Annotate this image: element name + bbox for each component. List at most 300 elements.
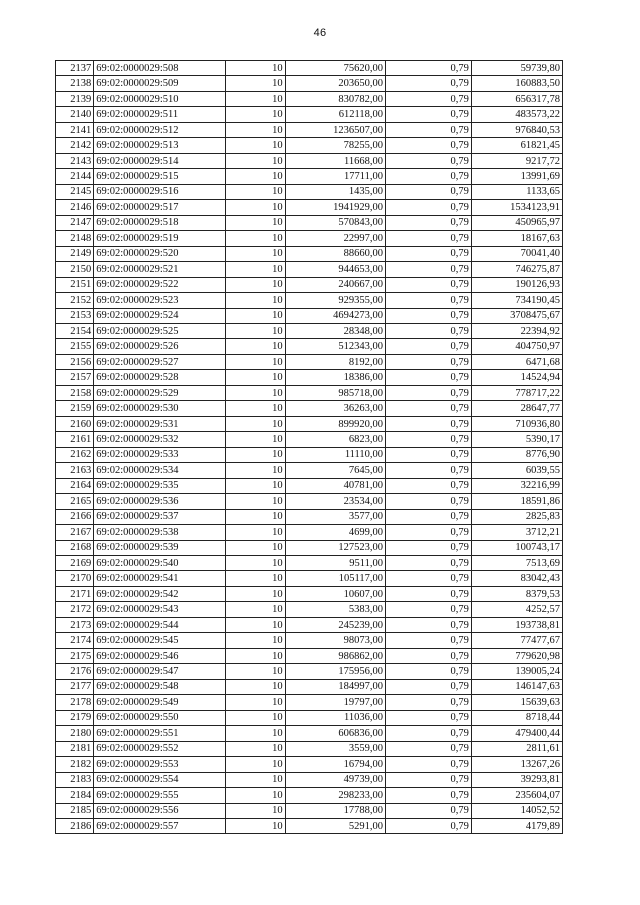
row-number-cell: 2171 xyxy=(56,586,94,601)
cadastral-number-cell: 69:02:0000029:541 xyxy=(94,571,225,586)
row-number-cell: 2169 xyxy=(56,556,94,571)
cadastral-number-cell: 69:02:0000029:547 xyxy=(94,664,225,679)
rate-cell: 0,79 xyxy=(386,648,472,663)
cadastral-number-cell: 69:02:0000029:511 xyxy=(94,107,225,122)
category-cell: 10 xyxy=(225,153,285,168)
table-row xyxy=(56,556,563,571)
rate-cell: 0,79 xyxy=(386,61,472,76)
area-value-cell: 36263,00 xyxy=(285,401,385,416)
row-number-cell: 2166 xyxy=(56,509,94,524)
cadastral-number-cell: 69:02:0000029:528 xyxy=(94,370,225,385)
row-number-cell: 2155 xyxy=(56,339,94,354)
rate-cell: 0,79 xyxy=(386,138,472,153)
category-cell: 10 xyxy=(225,818,285,833)
area-value-cell: 3577,00 xyxy=(285,509,385,524)
area-value-cell: 512343,00 xyxy=(285,339,385,354)
category-cell: 10 xyxy=(225,277,285,292)
cadastral-number-cell: 69:02:0000029:537 xyxy=(94,509,225,524)
rate-cell: 0,79 xyxy=(386,447,472,462)
computed-value-cell: 83042,43 xyxy=(471,571,562,586)
table-row xyxy=(56,231,563,246)
table-row xyxy=(56,818,563,833)
computed-value-cell: 483573,22 xyxy=(471,107,562,122)
table-row xyxy=(56,61,563,76)
computed-value-cell: 2825,83 xyxy=(471,509,562,524)
cadastral-number-cell: 69:02:0000029:546 xyxy=(94,648,225,663)
computed-value-cell: 7513,69 xyxy=(471,556,562,571)
table-row xyxy=(56,726,563,741)
category-cell: 10 xyxy=(225,169,285,184)
cadastral-number-cell: 69:02:0000029:534 xyxy=(94,463,225,478)
rate-cell: 0,79 xyxy=(386,200,472,215)
table-row xyxy=(56,76,563,91)
rate-cell: 0,79 xyxy=(386,695,472,710)
computed-value-cell: 976840,53 xyxy=(471,122,562,137)
table-row xyxy=(56,246,563,261)
category-cell: 10 xyxy=(225,509,285,524)
table-row xyxy=(56,354,563,369)
computed-value-cell: 6471,68 xyxy=(471,354,562,369)
computed-value-cell: 13267,26 xyxy=(471,757,562,772)
row-number-cell: 2150 xyxy=(56,262,94,277)
category-cell: 10 xyxy=(225,757,285,772)
cadastral-number-cell: 69:02:0000029:536 xyxy=(94,494,225,509)
rate-cell: 0,79 xyxy=(386,602,472,617)
cadastral-number-cell: 69:02:0000029:520 xyxy=(94,246,225,261)
area-value-cell: 184997,00 xyxy=(285,679,385,694)
table-row xyxy=(56,540,563,555)
table-row xyxy=(56,757,563,772)
computed-value-cell: 3712,21 xyxy=(471,525,562,540)
area-value-cell: 298233,00 xyxy=(285,788,385,803)
cadastral-number-cell: 69:02:0000029:533 xyxy=(94,447,225,462)
computed-value-cell: 146147,63 xyxy=(471,679,562,694)
row-number-cell: 2149 xyxy=(56,246,94,261)
table-row xyxy=(56,277,563,292)
table-row xyxy=(56,153,563,168)
table-row xyxy=(56,741,563,756)
row-number-cell: 2143 xyxy=(56,153,94,168)
rate-cell: 0,79 xyxy=(386,710,472,725)
cadastral-number-cell: 69:02:0000029:524 xyxy=(94,308,225,323)
page-number: 46 xyxy=(313,27,327,39)
category-cell: 10 xyxy=(225,664,285,679)
row-number-cell: 2177 xyxy=(56,679,94,694)
rate-cell: 0,79 xyxy=(386,772,472,787)
cadastral-number-cell: 69:02:0000029:512 xyxy=(94,122,225,137)
category-cell: 10 xyxy=(225,76,285,91)
cadastral-number-cell: 69:02:0000029:525 xyxy=(94,323,225,338)
area-value-cell: 127523,00 xyxy=(285,540,385,555)
rate-cell: 0,79 xyxy=(386,169,472,184)
cadastral-number-cell: 69:02:0000029:545 xyxy=(94,633,225,648)
computed-value-cell: 4252,57 xyxy=(471,602,562,617)
row-number-cell: 2140 xyxy=(56,107,94,122)
computed-value-cell: 100743,17 xyxy=(471,540,562,555)
area-value-cell: 11110,00 xyxy=(285,447,385,462)
rate-cell: 0,79 xyxy=(386,308,472,323)
row-number-cell: 2153 xyxy=(56,308,94,323)
computed-value-cell: 18167,63 xyxy=(471,231,562,246)
category-cell: 10 xyxy=(225,633,285,648)
cadastral-number-cell: 69:02:0000029:523 xyxy=(94,293,225,308)
computed-value-cell: 5390,17 xyxy=(471,432,562,447)
computed-value-cell: 404750,97 xyxy=(471,339,562,354)
row-number-cell: 2179 xyxy=(56,710,94,725)
row-number-cell: 2159 xyxy=(56,401,94,416)
rate-cell: 0,79 xyxy=(386,262,472,277)
computed-value-cell: 28647,77 xyxy=(471,401,562,416)
category-cell: 10 xyxy=(225,648,285,663)
cadastral-number-cell: 69:02:0000029:521 xyxy=(94,262,225,277)
category-cell: 10 xyxy=(225,262,285,277)
category-cell: 10 xyxy=(225,107,285,122)
rate-cell: 0,79 xyxy=(386,757,472,772)
category-cell: 10 xyxy=(225,788,285,803)
computed-value-cell: 1133,65 xyxy=(471,184,562,199)
row-number-cell: 2183 xyxy=(56,772,94,787)
rate-cell: 0,79 xyxy=(386,540,472,555)
area-value-cell: 4699,00 xyxy=(285,525,385,540)
category-cell: 10 xyxy=(225,556,285,571)
row-number-cell: 2173 xyxy=(56,617,94,632)
area-value-cell: 22997,00 xyxy=(285,231,385,246)
rate-cell: 0,79 xyxy=(386,571,472,586)
row-number-cell: 2154 xyxy=(56,323,94,338)
rate-cell: 0,79 xyxy=(386,803,472,818)
category-cell: 10 xyxy=(225,323,285,338)
row-number-cell: 2186 xyxy=(56,818,94,833)
computed-value-cell: 2811,61 xyxy=(471,741,562,756)
table-body xyxy=(56,61,563,834)
table-row xyxy=(56,648,563,663)
computed-value-cell: 160883,50 xyxy=(471,76,562,91)
category-cell: 10 xyxy=(225,525,285,540)
area-value-cell: 5383,00 xyxy=(285,602,385,617)
area-value-cell: 9511,00 xyxy=(285,556,385,571)
table-row xyxy=(56,788,563,803)
computed-value-cell: 779620,98 xyxy=(471,648,562,663)
table-row xyxy=(56,401,563,416)
table-row xyxy=(56,370,563,385)
area-value-cell: 16794,00 xyxy=(285,757,385,772)
cadastral-number-cell: 69:02:0000029:522 xyxy=(94,277,225,292)
rate-cell: 0,79 xyxy=(386,525,472,540)
rate-cell: 0,79 xyxy=(386,617,472,632)
area-value-cell: 88660,00 xyxy=(285,246,385,261)
row-number-cell: 2141 xyxy=(56,122,94,137)
rate-cell: 0,79 xyxy=(386,91,472,106)
table-row xyxy=(56,664,563,679)
row-number-cell: 2146 xyxy=(56,200,94,215)
computed-value-cell: 4179,89 xyxy=(471,818,562,833)
table-row xyxy=(56,122,563,137)
rate-cell: 0,79 xyxy=(386,122,472,137)
category-cell: 10 xyxy=(225,61,285,76)
area-value-cell: 10607,00 xyxy=(285,586,385,601)
table-row xyxy=(56,509,563,524)
category-cell: 10 xyxy=(225,478,285,493)
rate-cell: 0,79 xyxy=(386,184,472,199)
category-cell: 10 xyxy=(225,447,285,462)
rate-cell: 0,79 xyxy=(386,215,472,230)
category-cell: 10 xyxy=(225,710,285,725)
rate-cell: 0,79 xyxy=(386,416,472,431)
table-row xyxy=(56,385,563,400)
rate-cell: 0,79 xyxy=(386,76,472,91)
category-cell: 10 xyxy=(225,354,285,369)
data-table xyxy=(55,60,563,834)
area-value-cell: 5291,00 xyxy=(285,818,385,833)
category-cell: 10 xyxy=(225,184,285,199)
area-value-cell: 98073,00 xyxy=(285,633,385,648)
rate-cell: 0,79 xyxy=(386,354,472,369)
cadastral-number-cell: 69:02:0000029:515 xyxy=(94,169,225,184)
row-number-cell: 2158 xyxy=(56,385,94,400)
cadastral-number-cell: 69:02:0000029:526 xyxy=(94,339,225,354)
category-cell: 10 xyxy=(225,416,285,431)
row-number-cell: 2152 xyxy=(56,293,94,308)
cadastral-number-cell: 69:02:0000029:556 xyxy=(94,803,225,818)
rate-cell: 0,79 xyxy=(386,246,472,261)
area-value-cell: 49739,00 xyxy=(285,772,385,787)
cadastral-number-cell: 69:02:0000029:540 xyxy=(94,556,225,571)
table-row xyxy=(56,803,563,818)
category-cell: 10 xyxy=(225,339,285,354)
computed-value-cell: 656317,78 xyxy=(471,91,562,106)
cadastral-number-cell: 69:02:0000029:557 xyxy=(94,818,225,833)
area-value-cell: 240667,00 xyxy=(285,277,385,292)
computed-value-cell: 18591,86 xyxy=(471,494,562,509)
category-cell: 10 xyxy=(225,571,285,586)
row-number-cell: 2163 xyxy=(56,463,94,478)
area-value-cell: 929355,00 xyxy=(285,293,385,308)
row-number-cell: 2181 xyxy=(56,741,94,756)
table-row xyxy=(56,633,563,648)
row-number-cell: 2137 xyxy=(56,61,94,76)
area-value-cell: 11036,00 xyxy=(285,710,385,725)
category-cell: 10 xyxy=(225,695,285,710)
area-value-cell: 8192,00 xyxy=(285,354,385,369)
table-row xyxy=(56,432,563,447)
rate-cell: 0,79 xyxy=(386,231,472,246)
category-cell: 10 xyxy=(225,602,285,617)
cadastral-number-cell: 69:02:0000029:517 xyxy=(94,200,225,215)
rate-cell: 0,79 xyxy=(386,788,472,803)
cadastral-number-cell: 69:02:0000029:513 xyxy=(94,138,225,153)
table-row xyxy=(56,494,563,509)
cadastral-number-cell: 69:02:0000029:532 xyxy=(94,432,225,447)
table-row xyxy=(56,586,563,601)
area-value-cell: 1236507,00 xyxy=(285,122,385,137)
row-number-cell: 2151 xyxy=(56,277,94,292)
rate-cell: 0,79 xyxy=(386,153,472,168)
cadastral-number-cell: 69:02:0000029:548 xyxy=(94,679,225,694)
table-row xyxy=(56,571,563,586)
row-number-cell: 2148 xyxy=(56,231,94,246)
rate-cell: 0,79 xyxy=(386,370,472,385)
computed-value-cell: 139005,24 xyxy=(471,664,562,679)
table-row xyxy=(56,215,563,230)
computed-value-cell: 15639,63 xyxy=(471,695,562,710)
area-value-cell: 1941929,00 xyxy=(285,200,385,215)
rate-cell: 0,79 xyxy=(386,401,472,416)
computed-value-cell: 1534123,91 xyxy=(471,200,562,215)
area-value-cell: 18386,00 xyxy=(285,370,385,385)
area-value-cell: 4694273,00 xyxy=(285,308,385,323)
rate-cell: 0,79 xyxy=(386,339,472,354)
row-number-cell: 2178 xyxy=(56,695,94,710)
rate-cell: 0,79 xyxy=(386,818,472,833)
table-row xyxy=(56,617,563,632)
table-row xyxy=(56,184,563,199)
category-cell: 10 xyxy=(225,215,285,230)
rate-cell: 0,79 xyxy=(386,107,472,122)
area-value-cell: 203650,00 xyxy=(285,76,385,91)
table-row xyxy=(56,91,563,106)
category-cell: 10 xyxy=(225,679,285,694)
computed-value-cell: 235604,07 xyxy=(471,788,562,803)
computed-value-cell: 746275,87 xyxy=(471,262,562,277)
table-row xyxy=(56,323,563,338)
computed-value-cell: 32216,99 xyxy=(471,478,562,493)
cadastral-number-cell: 69:02:0000029:531 xyxy=(94,416,225,431)
cadastral-number-cell: 69:02:0000029:538 xyxy=(94,525,225,540)
area-value-cell: 985718,00 xyxy=(285,385,385,400)
category-cell: 10 xyxy=(225,246,285,261)
area-value-cell: 40781,00 xyxy=(285,478,385,493)
rate-cell: 0,79 xyxy=(386,385,472,400)
rate-cell: 0,79 xyxy=(386,277,472,292)
computed-value-cell: 14524,94 xyxy=(471,370,562,385)
row-number-cell: 2168 xyxy=(56,540,94,555)
computed-value-cell: 13991,69 xyxy=(471,169,562,184)
row-number-cell: 2184 xyxy=(56,788,94,803)
category-cell: 10 xyxy=(225,231,285,246)
row-number-cell: 2157 xyxy=(56,370,94,385)
category-cell: 10 xyxy=(225,726,285,741)
computed-value-cell: 8776,90 xyxy=(471,447,562,462)
row-number-cell: 2176 xyxy=(56,664,94,679)
cadastral-number-cell: 69:02:0000029:527 xyxy=(94,354,225,369)
table-row xyxy=(56,416,563,431)
rate-cell: 0,79 xyxy=(386,323,472,338)
category-cell: 10 xyxy=(225,200,285,215)
cadastral-number-cell: 69:02:0000029:543 xyxy=(94,602,225,617)
rate-cell: 0,79 xyxy=(386,664,472,679)
rate-cell: 0,79 xyxy=(386,556,472,571)
cadastral-number-cell: 69:02:0000029:554 xyxy=(94,772,225,787)
cadastral-number-cell: 69:02:0000029:510 xyxy=(94,91,225,106)
table-row xyxy=(56,525,563,540)
row-number-cell: 2160 xyxy=(56,416,94,431)
table-row xyxy=(56,308,563,323)
computed-value-cell: 710936,80 xyxy=(471,416,562,431)
table-row xyxy=(56,200,563,215)
category-cell: 10 xyxy=(225,122,285,137)
computed-value-cell: 6039,55 xyxy=(471,463,562,478)
table-row xyxy=(56,169,563,184)
table-row xyxy=(56,602,563,617)
row-number-cell: 2161 xyxy=(56,432,94,447)
area-value-cell: 23534,00 xyxy=(285,494,385,509)
table-row xyxy=(56,447,563,462)
table-row xyxy=(56,772,563,787)
row-number-cell: 2156 xyxy=(56,354,94,369)
row-number-cell: 2162 xyxy=(56,447,94,462)
area-value-cell: 3559,00 xyxy=(285,741,385,756)
row-number-cell: 2139 xyxy=(56,91,94,106)
table-row xyxy=(56,339,563,354)
computed-value-cell: 59739,80 xyxy=(471,61,562,76)
category-cell: 10 xyxy=(225,308,285,323)
row-number-cell: 2138 xyxy=(56,76,94,91)
rate-cell: 0,79 xyxy=(386,293,472,308)
row-number-cell: 2180 xyxy=(56,726,94,741)
cadastral-number-cell: 69:02:0000029:551 xyxy=(94,726,225,741)
area-value-cell: 28348,00 xyxy=(285,323,385,338)
rate-cell: 0,79 xyxy=(386,633,472,648)
area-value-cell: 19797,00 xyxy=(285,695,385,710)
computed-value-cell: 193738,81 xyxy=(471,617,562,632)
computed-value-cell: 14052,52 xyxy=(471,803,562,818)
row-number-cell: 2164 xyxy=(56,478,94,493)
rate-cell: 0,79 xyxy=(386,478,472,493)
cadastral-number-cell: 69:02:0000029:535 xyxy=(94,478,225,493)
computed-value-cell: 190126,93 xyxy=(471,277,562,292)
computed-value-cell: 734190,45 xyxy=(471,293,562,308)
cadastral-number-cell: 69:02:0000029:530 xyxy=(94,401,225,416)
cadastral-number-cell: 69:02:0000029:549 xyxy=(94,695,225,710)
rate-cell: 0,79 xyxy=(386,586,472,601)
category-cell: 10 xyxy=(225,772,285,787)
category-cell: 10 xyxy=(225,494,285,509)
computed-value-cell: 77477,67 xyxy=(471,633,562,648)
table-row xyxy=(56,710,563,725)
cadastral-number-cell: 69:02:0000029:508 xyxy=(94,61,225,76)
computed-value-cell: 22394,92 xyxy=(471,323,562,338)
category-cell: 10 xyxy=(225,385,285,400)
computed-value-cell: 3708475,67 xyxy=(471,308,562,323)
row-number-cell: 2167 xyxy=(56,525,94,540)
category-cell: 10 xyxy=(225,432,285,447)
cadastral-number-cell: 69:02:0000029:514 xyxy=(94,153,225,168)
rate-cell: 0,79 xyxy=(386,463,472,478)
area-value-cell: 17788,00 xyxy=(285,803,385,818)
row-number-cell: 2145 xyxy=(56,184,94,199)
category-cell: 10 xyxy=(225,401,285,416)
category-cell: 10 xyxy=(225,370,285,385)
computed-value-cell: 8379,53 xyxy=(471,586,562,601)
cadastral-number-cell: 69:02:0000029:552 xyxy=(94,741,225,756)
computed-value-cell: 61821,45 xyxy=(471,138,562,153)
row-number-cell: 2147 xyxy=(56,215,94,230)
row-number-cell: 2174 xyxy=(56,633,94,648)
cadastral-number-cell: 69:02:0000029:529 xyxy=(94,385,225,400)
category-cell: 10 xyxy=(225,540,285,555)
rate-cell: 0,79 xyxy=(386,726,472,741)
cadastral-number-cell: 69:02:0000029:518 xyxy=(94,215,225,230)
cadastral-number-cell: 69:02:0000029:509 xyxy=(94,76,225,91)
category-cell: 10 xyxy=(225,803,285,818)
table-row xyxy=(56,107,563,122)
area-value-cell: 986862,00 xyxy=(285,648,385,663)
cadastral-number-cell: 69:02:0000029:550 xyxy=(94,710,225,725)
table-row xyxy=(56,138,563,153)
computed-value-cell: 8718,44 xyxy=(471,710,562,725)
area-value-cell: 175956,00 xyxy=(285,664,385,679)
area-value-cell: 78255,00 xyxy=(285,138,385,153)
